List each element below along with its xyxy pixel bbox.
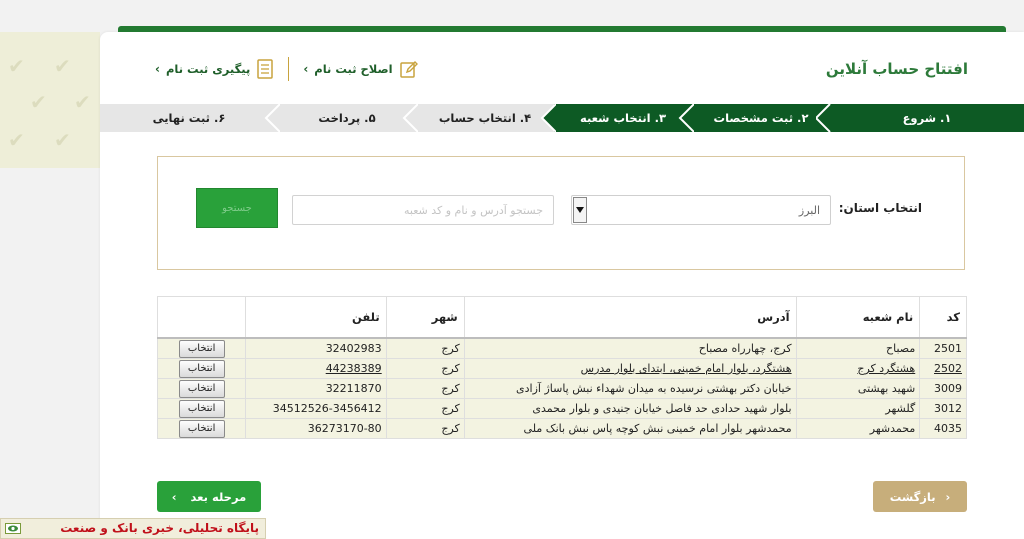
track-registration-link[interactable]: [155, 59, 274, 79]
pattern-mark-icon: ✔: [30, 90, 47, 114]
chevron-left-icon: ‹: [171, 489, 177, 504]
cell-action: [158, 419, 246, 439]
step-arrow: [678, 104, 694, 132]
step-label: ۴. انتخاب حساب: [438, 111, 532, 125]
next-step-label: مرحله بعد: [190, 489, 247, 504]
cell-phone: 36273170-80: [246, 419, 386, 439]
cell-action: [158, 399, 246, 419]
branch-search-input[interactable]: [292, 195, 554, 225]
cell-branch-name: شهید بهشتی: [796, 379, 920, 399]
cell-address: کرج، چهارراه مصباح: [464, 338, 796, 359]
header-branch-name: نام شعبه: [796, 297, 920, 339]
pattern-mark-icon: ✔: [54, 54, 71, 78]
track-registration-label: پیگیری ثبت نام: [165, 62, 251, 76]
table-row: [158, 399, 967, 419]
page-title: افتتاح حساب آنلاین: [825, 60, 968, 78]
header-code: کد: [920, 297, 967, 339]
document-icon: [256, 59, 274, 79]
pattern-mark-icon: ✔: [74, 90, 91, 114]
cell-code: 2501: [920, 338, 967, 359]
cell-city: کرج: [386, 359, 464, 379]
watermark-banner: [0, 518, 266, 539]
header-links: [155, 56, 419, 82]
select-branch-button[interactable]: انتخاب: [179, 420, 225, 438]
chevron-left-icon: ‹: [303, 62, 309, 76]
pattern-mark-icon: ✔: [54, 128, 71, 152]
cell-phone: 34512526-3456412: [246, 399, 386, 419]
step-label: ۱. شروع: [902, 111, 952, 125]
step-arrow: [402, 104, 418, 132]
cell-city: کرج: [386, 419, 464, 439]
cell-branch-name: مصباح: [796, 338, 920, 359]
cell-city: کرج: [386, 338, 464, 359]
cell-address: خیابان دکتر بهشتی نرسیده به میدان شهداء نبش پاساژ آزادی: [464, 379, 796, 399]
table-header-row: [158, 297, 967, 339]
background-pattern: [0, 32, 100, 168]
table-row: [158, 419, 967, 439]
dropdown-arrow-icon[interactable]: [573, 197, 587, 223]
header-action: [158, 297, 246, 339]
pattern-mark-icon: ✔: [8, 128, 25, 152]
edit-registration-link[interactable]: [303, 59, 418, 79]
header-address: آدرس: [464, 297, 796, 339]
step-label: ۶. ثبت نهایی: [152, 111, 226, 125]
cell-branch-name: محمدشهر: [796, 419, 920, 439]
step-label: ۳. انتخاب شعبه: [580, 111, 666, 125]
cell-address: محمدشهر بلوار امام خمینی نبش کوچه پاس نبش بانک ملی: [464, 419, 796, 439]
step-start: [830, 104, 1024, 132]
card-top-bar: [118, 26, 1006, 32]
cell-branch-name: گلشهر: [796, 399, 920, 419]
province-select[interactable]: [571, 195, 831, 225]
pattern-mark-icon: ✔: [8, 54, 25, 78]
select-branch-button[interactable]: انتخاب: [179, 360, 225, 378]
header-city: شهر: [386, 297, 464, 339]
step-arrow: [264, 104, 280, 132]
search-button[interactable]: جستجو: [196, 188, 278, 228]
step-account-select: [416, 104, 554, 132]
cell-phone: 44238389: [246, 359, 386, 379]
cell-code: 3012: [920, 399, 967, 419]
progress-steps: [100, 104, 1024, 132]
step-arrow: [816, 104, 844, 132]
cell-code: 4035: [920, 419, 967, 439]
chevron-right-icon: ›: [945, 489, 951, 504]
cell-address: هشتگرد، بلوار امام خمینی، ابتدای بلوار مدرس: [464, 359, 796, 379]
cell-phone: 32402983: [246, 338, 386, 359]
cell-code: 3009: [920, 379, 967, 399]
chevron-left-icon: ‹: [155, 62, 160, 76]
table-row: [158, 359, 967, 379]
branches-table: [157, 296, 967, 439]
back-label: بازگشت: [889, 489, 936, 504]
table-row: [158, 379, 967, 399]
province-label: انتخاب استان:: [838, 201, 922, 215]
cell-action: [158, 338, 246, 359]
cell-city: کرج: [386, 399, 464, 419]
select-branch-button[interactable]: انتخاب: [179, 340, 225, 358]
select-branch-button[interactable]: انتخاب: [179, 380, 225, 398]
cell-phone: 32211870: [246, 379, 386, 399]
cell-address: بلوار شهید حدادی حد فاصل خیابان جنیدی و بلوار محمدی: [464, 399, 796, 419]
cell-action: [158, 379, 246, 399]
cell-code: 2502: [920, 359, 967, 379]
watermark-logo-icon: [5, 523, 21, 534]
edit-icon: [399, 59, 419, 79]
back-button[interactable]: [873, 481, 967, 512]
step-label: ۲. ثبت مشخصات: [713, 111, 809, 125]
step-final: [100, 104, 278, 132]
cell-city: کرج: [386, 379, 464, 399]
table-row: [158, 338, 967, 359]
header-phone: تلفن: [246, 297, 386, 339]
cell-branch-name: هشتگرد کرج: [796, 359, 920, 379]
step-branch-select: [554, 104, 692, 132]
province-value: البرز: [798, 204, 820, 217]
step-personal-info: [692, 104, 830, 132]
watermark-text: پایگاه تحلیلی، خبری بانک و صنعت: [60, 521, 259, 535]
step-arrow: [540, 104, 556, 132]
link-separator: [288, 57, 289, 81]
select-branch-button[interactable]: انتخاب: [179, 400, 225, 418]
cell-action: [158, 359, 246, 379]
branch-filter-panel: [157, 156, 965, 270]
next-step-button[interactable]: [157, 481, 261, 512]
step-label: ۵. پرداخت: [318, 111, 376, 125]
step-payment: [278, 104, 416, 132]
edit-registration-label: اصلاح ثبت نام: [314, 62, 393, 76]
